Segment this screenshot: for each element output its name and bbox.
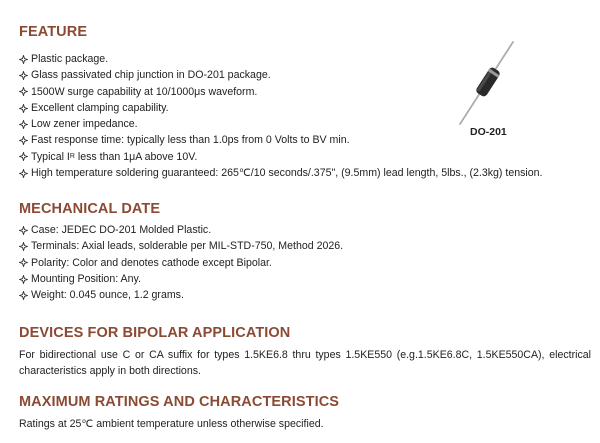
list-item: 1500W surge capability at 10/1000μs waveform. (19, 84, 543, 100)
list-item: Low zener impedance. (19, 116, 543, 132)
diamond-bullet-icon (19, 87, 28, 96)
diamond-bullet-icon (19, 120, 28, 129)
list-item: Excellent clamping capability. (19, 100, 543, 116)
do201-package-icon (450, 38, 525, 128)
ratings-text: Ratings at 25℃ ambient temperature unless otherwise specified. (19, 418, 324, 430)
diamond-bullet-icon (19, 152, 28, 161)
list-item: Polarity: Color and denotes cathode except Bipolar. (19, 255, 343, 271)
feature-heading: FEATURE (19, 24, 88, 40)
list-item: Typical I R less than 1μA above 10V. (19, 149, 543, 165)
mechanical-heading: MECHANICAL DATE (19, 201, 161, 217)
diamond-bullet-icon (19, 104, 28, 113)
mechanical-list (19, 222, 343, 303)
diamond-bullet-icon (19, 136, 28, 145)
ratings-heading: MAXIMUM RATINGS AND CHARACTERISTICS (19, 394, 340, 410)
list-item: Weight: 0.045 ounce, 1.2 grams. (19, 287, 343, 303)
diamond-bullet-icon (19, 71, 28, 80)
list-item: Case: JEDEC DO-201 Molded Plastic. (19, 222, 343, 238)
list-item: Terminals: Axial leads, solderable per MIL-STD-750, Method 2026. (19, 238, 343, 254)
bipolar-heading: DEVICES FOR BIPOLAR APPLICATION (19, 325, 291, 341)
list-item: Mounting Position: Any. (19, 271, 343, 287)
diamond-bullet-icon (19, 258, 28, 267)
list-item: Plastic package. (19, 51, 543, 67)
list-item: Glass passivated chip junction in DO-201 package. (19, 67, 543, 83)
diamond-bullet-icon (19, 291, 28, 300)
package-label: DO-201 (470, 126, 507, 138)
list-item: High temperature soldering guaranteed: 265℃/10 seconds/.375", (9.5mm) lead length, 5lbs., (2.3kg) tension. (19, 165, 543, 181)
diamond-bullet-icon (19, 169, 28, 178)
bipolar-text: For bidirectional use C or CA suffix for types 1.5KE6.8 thru types 1.5KE550 (e.g.1.5KE6.8C, 1.5KE550CA), electrical characteristics apply in both directions. (19, 349, 591, 377)
diamond-bullet-icon (19, 242, 28, 251)
list-item: Fast response time: typically less than 1.0ps from 0 Volts to BV min. (19, 132, 543, 148)
diamond-bullet-icon (19, 55, 28, 64)
diamond-bullet-icon (19, 275, 28, 284)
diamond-bullet-icon (19, 226, 28, 235)
